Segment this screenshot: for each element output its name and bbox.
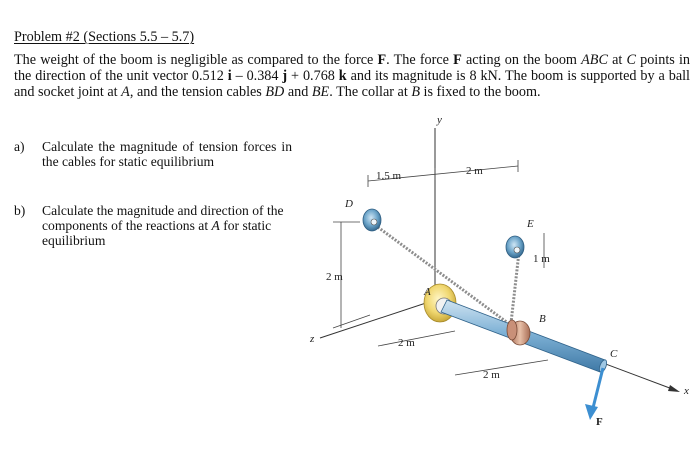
collar-b <box>507 320 530 345</box>
dim-1m: 1 m <box>533 253 550 265</box>
label-a: A <box>424 286 431 298</box>
dim-2m-bottom: 2 m <box>483 369 500 381</box>
anchor-e <box>506 236 524 258</box>
label-x: x <box>684 385 689 397</box>
dim-2m-mid: 2 m <box>398 337 415 349</box>
label-e: E <box>527 218 534 230</box>
label-f: F <box>596 416 603 428</box>
part-a-text: Calculate the magnitude of tension forces in the cables for static equilibrium <box>42 139 292 169</box>
part-b-text: Calculate the magnitude and direction of the components of the reactions at A for static equilibrium <box>42 203 284 248</box>
dim-2m-top: 2 m <box>466 165 483 177</box>
part-b-label: b) <box>14 203 26 218</box>
label-b: B <box>539 313 546 325</box>
problem-statement: The weight of the boom is negligible as compared to the force F. The force F acting on the boom ABC at C points in the direction of the unit vector 0.512 i – 0.384 j + 0.768 k and its magnitude is 8 kN. The boom is supported by a ball and socket joint at A, and the tension cables BD and BE. The collar at B is fixed to the boom. <box>14 52 690 101</box>
label-c: C <box>610 348 618 360</box>
z-axis <box>320 300 435 338</box>
force-f-vector <box>592 368 603 412</box>
anchor-d <box>363 209 381 231</box>
label-d: D <box>345 198 353 210</box>
x-axis-arrow-icon <box>668 385 680 392</box>
problem-title: Problem #2 (Sections 5.5 – 5.7) <box>14 29 195 45</box>
part-a-label: a) <box>14 139 25 154</box>
dim-line-mid <box>378 331 455 346</box>
label-z: z <box>310 333 315 345</box>
dim-line-bottom <box>455 360 548 375</box>
label-y: y <box>437 114 442 126</box>
dim-2m-left: 2 m <box>326 271 343 283</box>
dim-1-5m: 1.5 m <box>376 170 402 182</box>
dim-tick-left-bot <box>333 315 370 328</box>
cable-be <box>511 252 519 323</box>
